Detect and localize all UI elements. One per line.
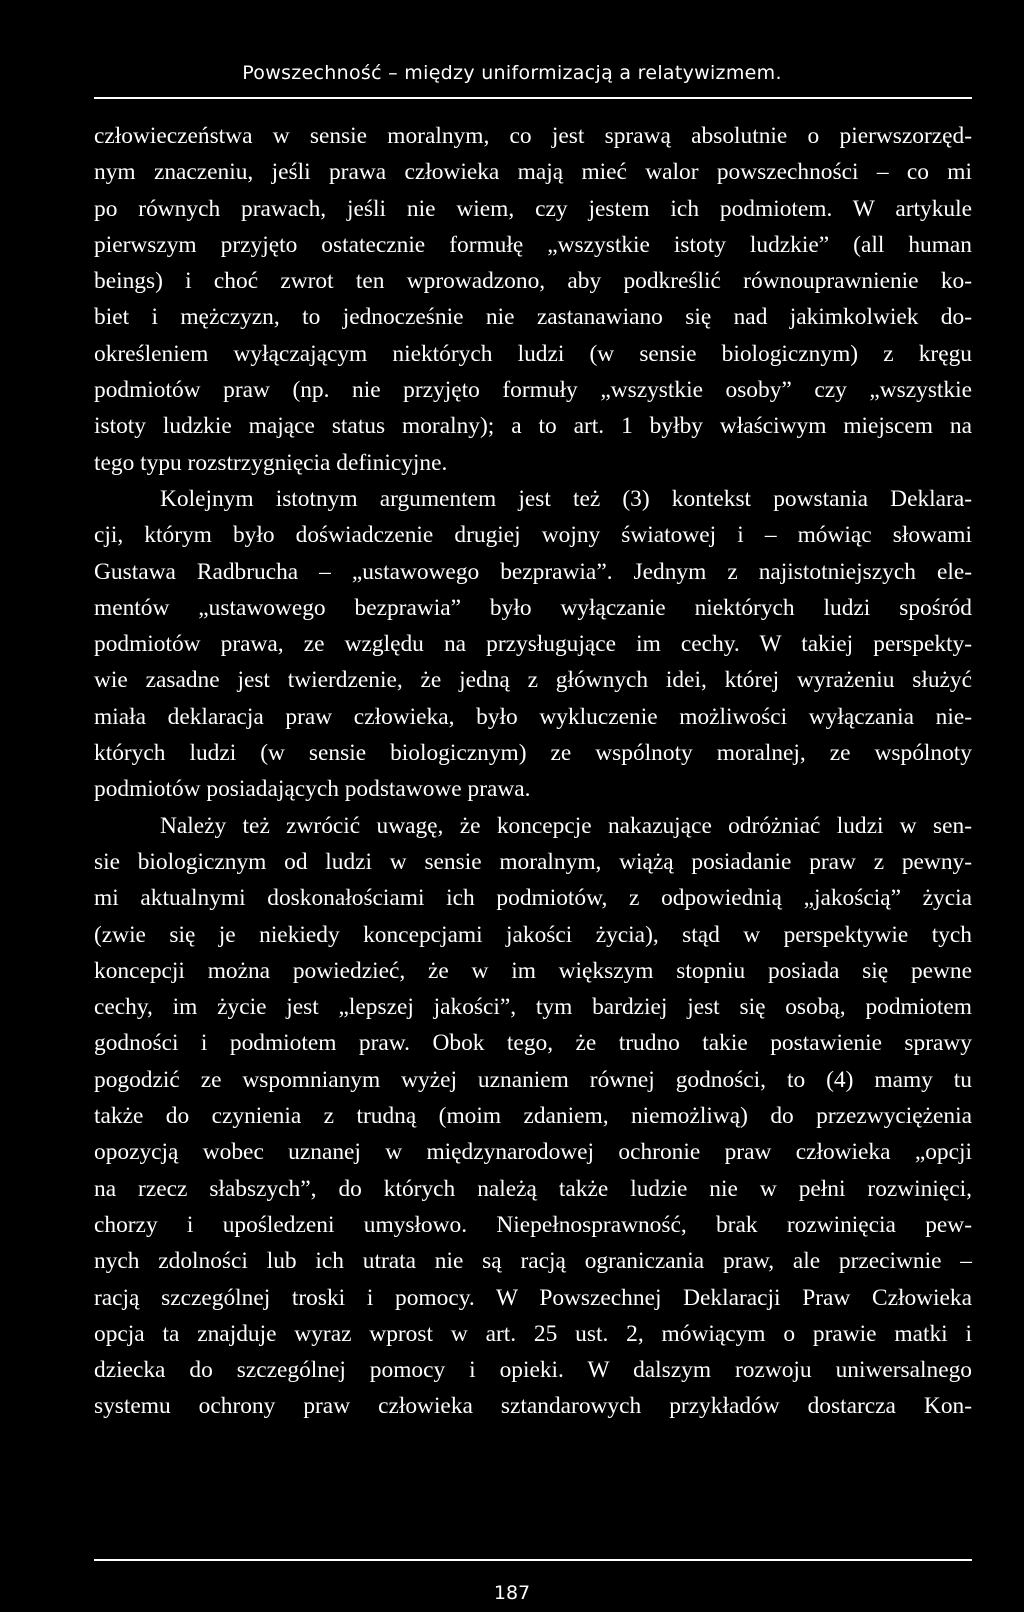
text-line: koncepcji można powiedzieć, że w im większym stopniu posiada się pewne bbox=[94, 957, 972, 984]
page-number: 187 bbox=[493, 1582, 531, 1604]
text-line: podmiotów praw (np. nie przyjęto formuły „wszystkie osoby” czy „wszystkie bbox=[94, 377, 972, 404]
text-line: opcja ta znajduje wyraz wprost w art. 25 ust. 2, mówiącym o prawie matki i bbox=[94, 1320, 972, 1347]
text-line: Kolejnym istotnym argumentem jest też (3) kontekst powstania Deklara- bbox=[160, 485, 972, 512]
text-line: sie biologicznym od ludzi w sensie moralnym, wiążą posiadanie praw z pewny- bbox=[94, 848, 972, 875]
text-line: na rzecz słabszych”, do których należą także ludzie nie w pełni rozwinięci, bbox=[94, 1175, 972, 1202]
text-line: określeniem wyłączającym niektórych ludzi (w sensie biologicznym) z kręgu bbox=[94, 340, 972, 367]
text-line: podmiotów prawa, ze względu na przysługujące im cechy. W takiej perspekty- bbox=[94, 631, 972, 658]
text-line: beings) i choć zwrot ten wprowadzono, aby podkreślić równouprawnienie ko- bbox=[94, 268, 972, 295]
text-line: podmiotów posiadających podstawowe prawa. bbox=[94, 776, 531, 803]
text-line: po równych prawach, jeśli nie wiem, czy jestem ich podmiotem. W artykule bbox=[94, 195, 972, 222]
text-line: Należy też zwrócić uwagę, że koncepcje nakazujące odróżniać ludzi w sen- bbox=[160, 812, 972, 839]
text-line: cechy, im życie jest „lepszej jakości”, tym bardziej jest się osobą, podmiotem bbox=[94, 994, 972, 1021]
text-line: systemu ochrony praw człowieka sztandarowych przykładów dostarcza Kon- bbox=[94, 1393, 972, 1420]
text-line: chorzy i upośledzeni umysłowo. Niepełnosprawność, brak rozwinięcia pew- bbox=[94, 1211, 972, 1238]
text-line: pierwszym przyjęto ostatecznie formułę „wszystkie istoty ludzkie” (all human bbox=[94, 231, 972, 258]
text-line: godności i podmiotem praw. Obok tego, że trudno takie postawienie sprawy bbox=[94, 1030, 972, 1057]
text-line: nych zdolności lub ich utrata nie są racją ograniczania praw, ale przeciwnie – bbox=[94, 1248, 972, 1275]
text-line: biet i mężczyzn, to jednocześnie nie zastanawiano się nad jakimkolwiek do- bbox=[94, 304, 972, 331]
running-head: Powszechność – między uniformizacją a relatywizmem. bbox=[242, 62, 782, 84]
text-line: cji, którym było doświadczenie drugiej wojny światowej i – mówiąc słowami bbox=[94, 522, 972, 549]
text-line: dziecka do szczególnej pomocy i opieki. W dalszym rozwoju uniwersalnego bbox=[94, 1357, 972, 1384]
text-line: miała deklaracja praw człowieka, było wykluczenie możliwości wyłączania nie- bbox=[94, 703, 972, 730]
text-line: (zwie się je niekiedy koncepcjami jakości życia), stąd w perspektywie tych bbox=[94, 921, 972, 948]
text-line: człowieczeństwa w sensie moralnym, co jest sprawą absolutnie o pierwszorzęd- bbox=[94, 123, 972, 149]
text-line: których ludzi (w sensie biologicznym) ze wspólnoty moralnej, ze wspólnoty bbox=[94, 740, 972, 767]
body-text bbox=[94, 118, 972, 1425]
footer-rule bbox=[94, 1559, 972, 1561]
text-line: wie zasadne jest twierdzenie, że jedną z głównych idei, której wyrażeniu służyć bbox=[94, 667, 972, 694]
text-line: mi aktualnymi doskonałościami ich podmiotów, z odpowiednią „jakością” życia bbox=[94, 885, 972, 912]
text-line: tego typu rozstrzygnięcia definicyjne. bbox=[94, 449, 448, 476]
text-line: istoty ludzkie mające status moralny); a to art. 1 byłby właściwym miejscem na bbox=[94, 413, 972, 440]
text-line: nym znaczeniu, jeśli prawa człowieka mają mieć walor powszechności – co mi bbox=[94, 159, 972, 186]
text-line: pogodzić ze wspomnianym wyżej uznaniem równej godności, to (4) mamy tu bbox=[94, 1066, 972, 1093]
text-line: mentów „ustawowego bezprawia” było wyłączanie niektórych ludzi spośród bbox=[94, 594, 972, 621]
text-line: opozycją wobec uznanej w międzynarodowej ochronie praw człowieka „opcji bbox=[94, 1139, 972, 1166]
header-rule bbox=[94, 97, 972, 99]
text-line: także do czynienia z trudną (moim zdaniem, niemożliwą) do przezwyciężenia bbox=[94, 1103, 972, 1130]
text-line: Gustawa Radbrucha – „ustawowego bezprawia”. Jednym z najistotniejszych ele- bbox=[94, 558, 972, 585]
text-line: racją szczególnej troski i pomocy. W Powszechnej Deklaracji Praw Człowieka bbox=[94, 1284, 972, 1311]
